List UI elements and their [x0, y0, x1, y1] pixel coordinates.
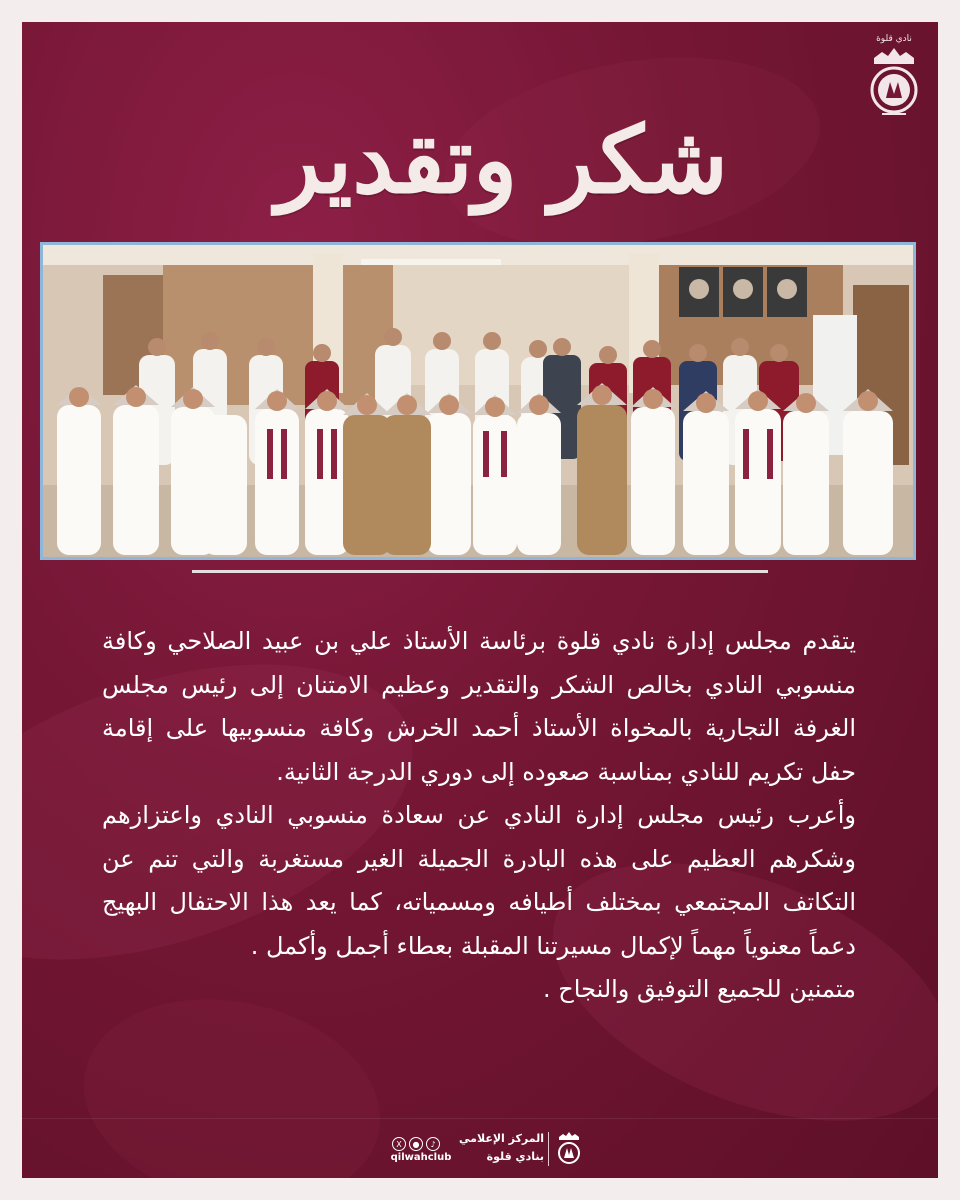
- club-crest-icon: [556, 1130, 582, 1168]
- page-title: شكر وتقدير: [276, 106, 728, 214]
- paragraph: يتقدم مجلس إدارة نادي قلوة برئاسة الأستاذ علي بن عبيد الصلاحي وكافة منسوبي النادي بخالص الشكر والتقدير وعظيم الامتنان إلى رئيس مجلس الغرفة التجارية بالمخواة الأستاذ أحمد الخرش وكافة منسوبيها على إقامة حفل تكريم للنادي بمناسبة صعوده إلى دوري الدرجة الثانية.: [102, 627, 856, 786]
- group-photo-image: [43, 245, 913, 557]
- paragraph: وأعرب رئيس مجلس إدارة النادي عن سعادة منسوبي النادي واعتزازهم وشكرهم العظيم على هذه البادرة الجميلة الغير مستغربة والتي تنم عن التكاتف المجتمعي بمختلف أطيافه ومسمياته، كما يعد هذا الاحتفال البهيج دعماً معنوياً مهماً لإكمال مسيرتنا المقبلة بعطاء أجمل وأكمل .: [102, 801, 856, 960]
- x-icon[interactable]: X: [392, 1137, 406, 1151]
- group-photo: [40, 242, 916, 560]
- club-crest-icon: [868, 44, 920, 122]
- media-center-subtitle: بنادي قلوة: [486, 1150, 544, 1163]
- footer-divider: [22, 1118, 938, 1119]
- announcement-text: [102, 620, 856, 1012]
- footer: [386, 1126, 586, 1174]
- tiktok-icon[interactable]: ♪: [426, 1137, 440, 1151]
- club-logo-caption: نادي قلوة: [876, 34, 912, 44]
- footer-separator: [548, 1132, 549, 1166]
- paragraph: متمنين للجميع التوفيق والنجاح .: [543, 975, 856, 1003]
- social-links: [392, 1132, 452, 1148]
- snapchat-icon[interactable]: ●: [409, 1137, 423, 1151]
- photo-underline: [192, 570, 768, 573]
- social-handle[interactable]: qilwahclub: [390, 1152, 452, 1163]
- media-center-title: المركز الإعلامي: [459, 1132, 544, 1145]
- poster-frame: [22, 22, 938, 1178]
